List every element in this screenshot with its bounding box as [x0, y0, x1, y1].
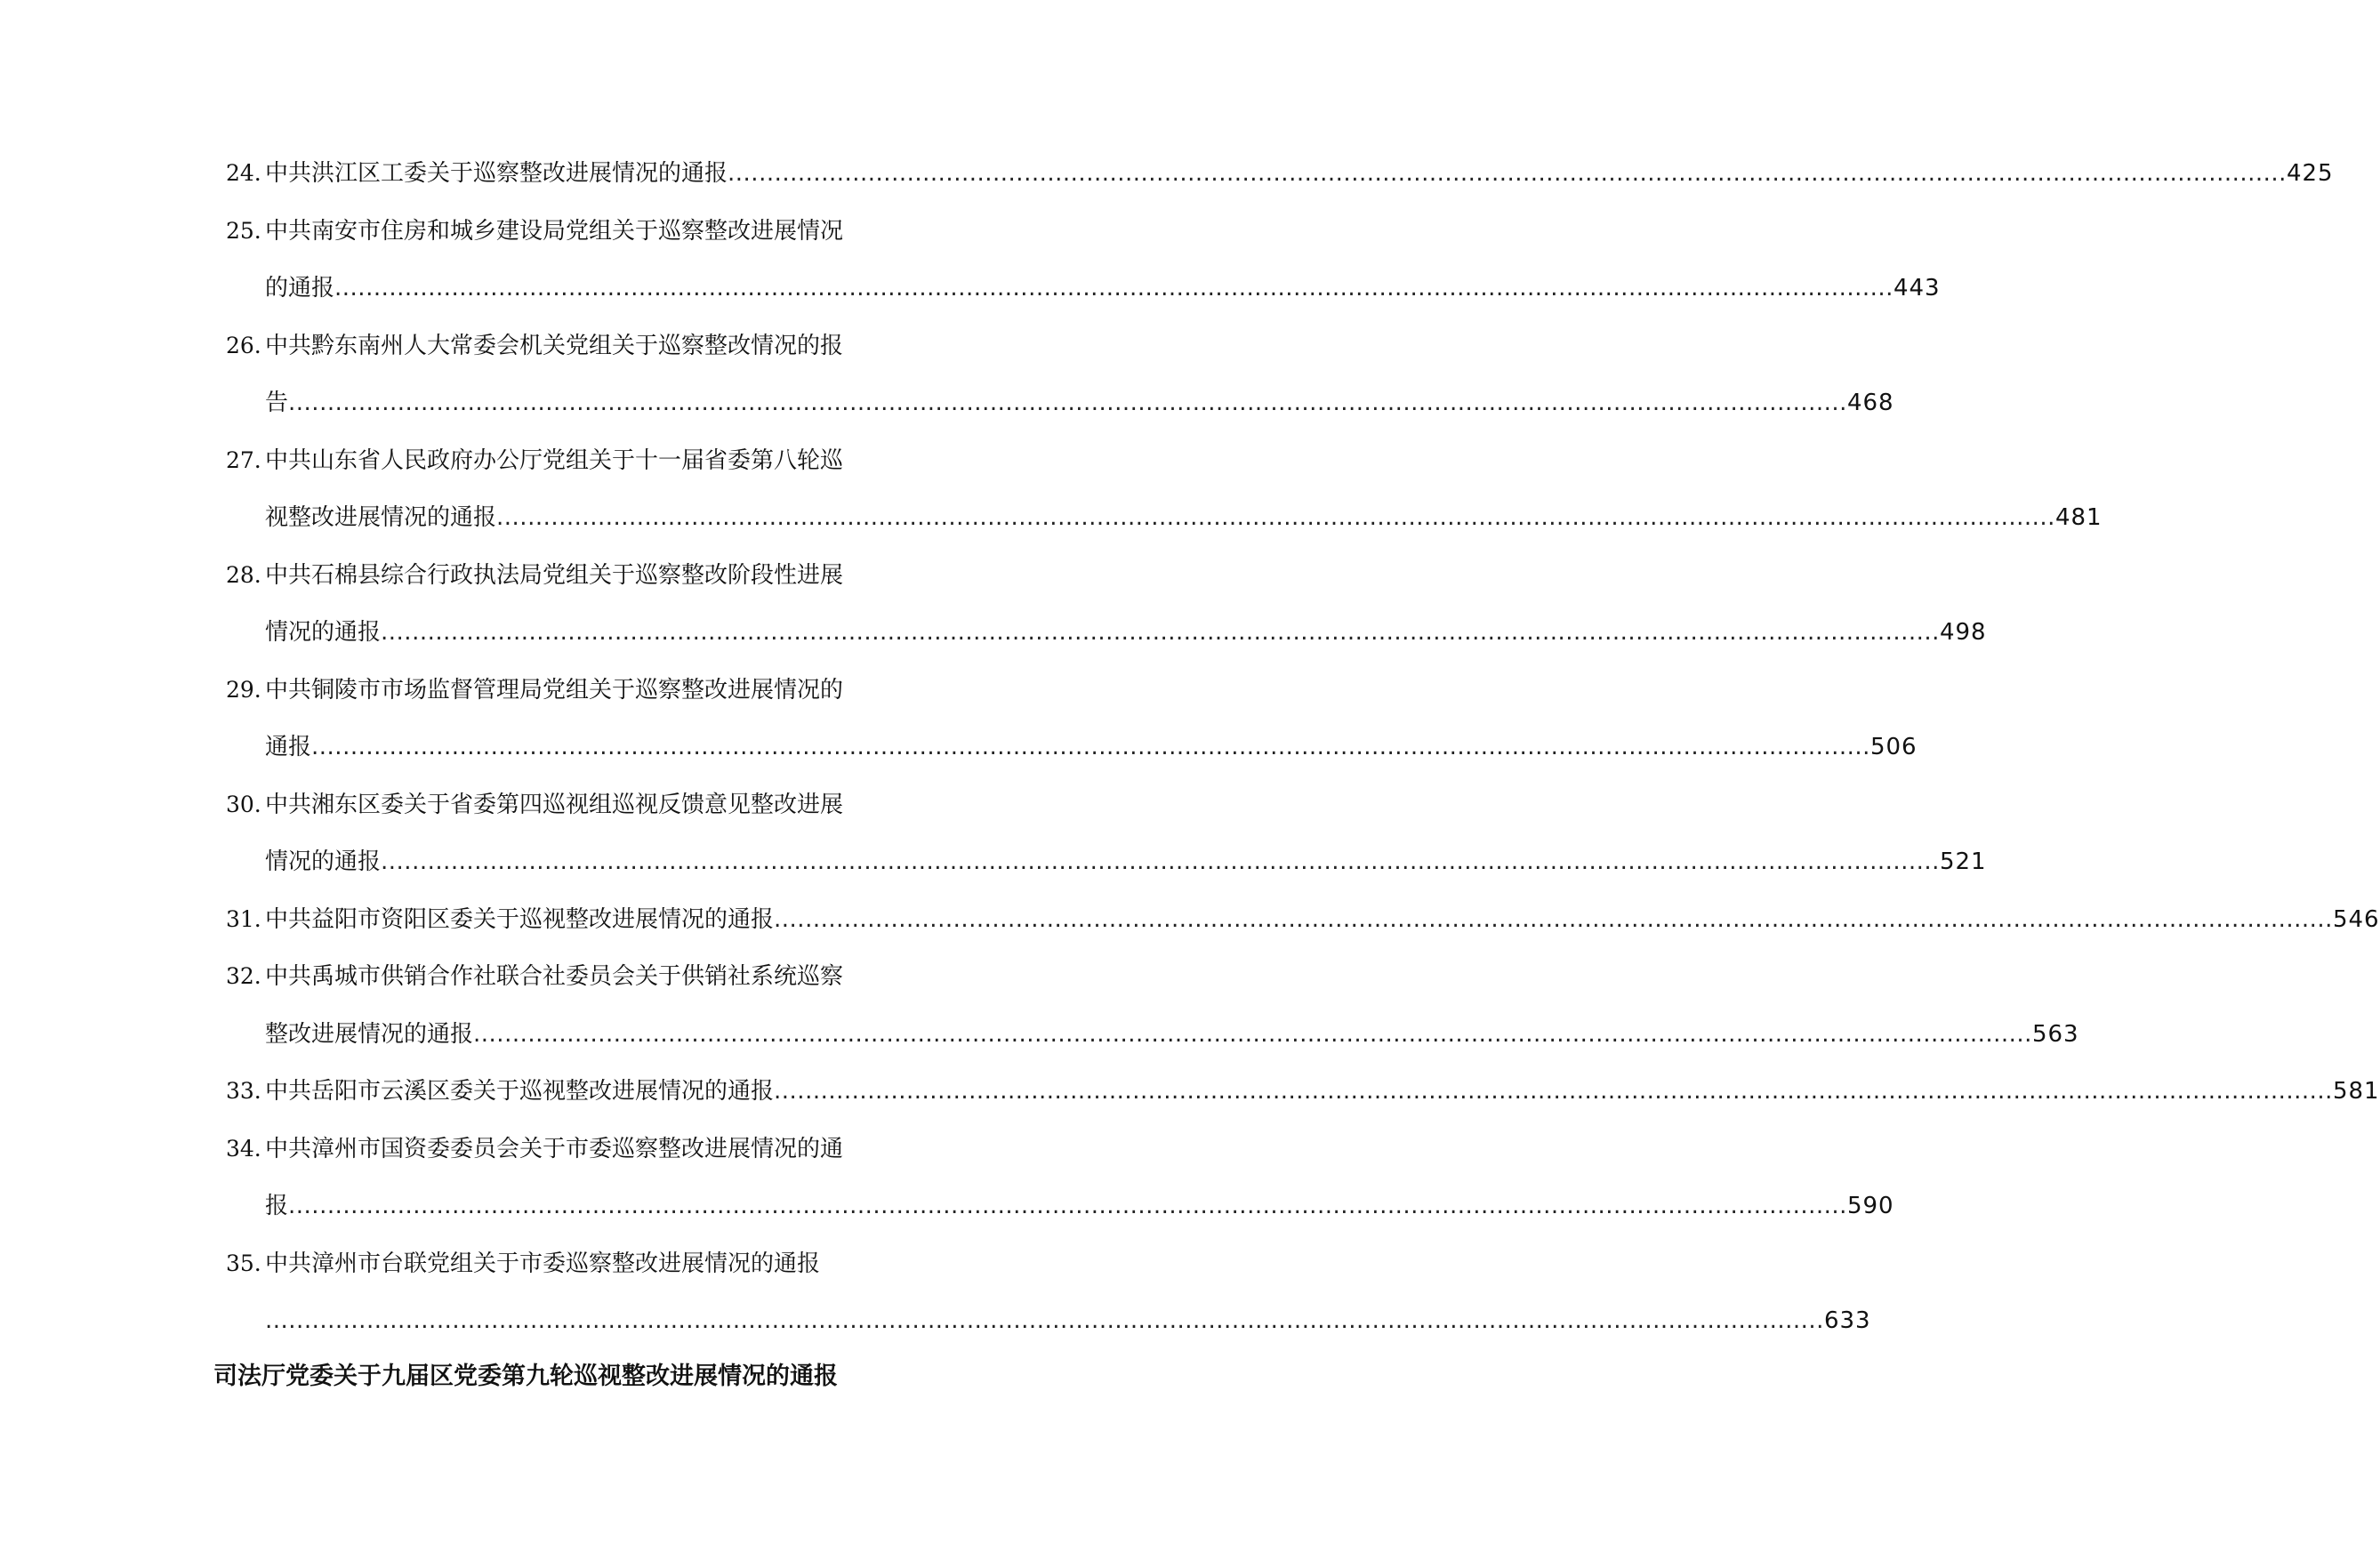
dot-leader: ........................................................................................................................................................................................................ [265, 1307, 1824, 1334]
toc-page-number: 633 [1823, 1307, 1871, 1334]
toc-page-number: 425 [2286, 160, 2334, 187]
dot-leader: ........................................................................................................................................................................................................ [334, 275, 1894, 302]
toc-page-number: 546 [2332, 905, 2380, 933]
toc-entry-title[interactable]: 中共湘东区委关于省委第四巡视组巡视反馈意见整改进展 [265, 791, 844, 818]
toc-entry-line [0, 385, 1894, 421]
toc-entry-title[interactable]: 中共漳州市台联党组关于市委巡察整改进展情况的通报 [265, 1250, 821, 1277]
toc-page-number: 506 [1869, 734, 1918, 760]
toc-page-number: 581 [2332, 1078, 2380, 1105]
toc-page-number: 498 [1939, 619, 1987, 646]
toc-entry-number: 33. [226, 1078, 261, 1104]
toc-entry-line [0, 1074, 2380, 1109]
toc-entry-title: 的通报 [265, 275, 335, 302]
toc-entry-line [0, 1017, 2079, 1052]
toc-entry-line [0, 270, 1941, 306]
dot-leader: ........................................................................................................................................................................................................ [288, 1193, 1847, 1219]
toc-entry-title: 情况的通报 [265, 619, 382, 646]
toc-page-number: 468 [1846, 390, 1894, 416]
dot-leader: ........................................................................................................................................................................................................ [311, 734, 1870, 760]
toc-entry-link[interactable] [265, 270, 1941, 306]
toc-entry-title: 情况的通报 [265, 848, 382, 875]
toc-entry-line [0, 328, 1103, 364]
toc-entry-link[interactable] [265, 902, 2380, 937]
toc-entry-line [0, 1303, 1871, 1339]
toc-entry-title: 通报 [265, 734, 312, 760]
toc-entry-line [0, 729, 1918, 765]
toc-page-number: 481 [2054, 504, 2103, 531]
toc-entry-line [0, 1131, 1103, 1167]
toc-entry-number: 29. [226, 676, 261, 703]
toc-entry-link[interactable] [265, 615, 1987, 650]
toc-entry-line [0, 615, 1987, 650]
dot-leader: ........................................................................................................................................................................................................ [288, 390, 1847, 416]
toc-entry-link[interactable] [265, 1074, 2380, 1109]
dot-leader: ........................................................................................................................................................................................................ [381, 848, 1940, 875]
toc-page-number: 590 [1846, 1193, 1894, 1219]
toc-page-number: 563 [2031, 1020, 2079, 1048]
toc-entry-title[interactable]: 中共山东省人民政府办公厅党组关于十一届省委第八轮巡 [265, 446, 844, 474]
toc-entry-line [0, 902, 2380, 937]
toc-entry-line [0, 156, 2334, 191]
toc-entry-title: 中共岳阳市云溪区委关于巡视整改进展情况的通报 [265, 1078, 775, 1105]
toc-entry-title: 视整改进展情况的通报 [265, 504, 497, 531]
toc-entry-title[interactable]: 中共黔东南州人大常委会机关党组关于巡察整改情况的报 [265, 332, 844, 359]
toc-entry-title[interactable]: 中共铜陵市市场监督管理局党组关于巡察整改进展情况的 [265, 676, 844, 704]
toc-entry-line [0, 959, 1103, 994]
dot-leader: ........................................................................................................................................................................................................ [774, 1078, 2333, 1105]
toc-entry-line [0, 213, 1103, 249]
toc-entry-title[interactable]: 中共漳州市国资委委员会关于市委巡察整改进展情况的通 [265, 1135, 844, 1162]
toc-entry-line [0, 844, 1987, 880]
toc-page-number: 443 [1893, 275, 1941, 302]
toc-entry-line [0, 1246, 1103, 1282]
dot-leader: ........................................................................................................................................................................................................ [473, 1020, 2032, 1048]
toc-entry-line [0, 672, 1103, 708]
toc-entry-title: 整改进展情况的通报 [265, 1020, 474, 1048]
toc-entry-title: 报 [265, 1193, 289, 1219]
toc-entry-link[interactable] [265, 844, 1987, 880]
dot-leader: ........................................................................................................................................................................................................ [496, 504, 2055, 531]
toc-entry-link[interactable] [265, 385, 1894, 421]
toc-entry-number: 25. [226, 217, 261, 244]
toc-entry-number: 32. [226, 963, 261, 989]
toc-entry-number: 30. [226, 791, 261, 817]
toc-entry-line [0, 1188, 1894, 1224]
toc-entry-link[interactable] [265, 729, 1918, 765]
toc-page-number: 521 [1939, 848, 1987, 875]
toc-entry-link[interactable] [265, 1303, 1871, 1339]
dot-leader: ........................................................................................................................................................................................................ [381, 619, 1940, 646]
dot-leader: ........................................................................................................................................................................................................ [774, 905, 2333, 933]
toc-entry-link[interactable] [265, 156, 2334, 191]
toc-entry-number: 34. [226, 1135, 261, 1162]
toc-entry-line [0, 500, 2103, 535]
toc-entry-link[interactable] [265, 1017, 2079, 1052]
toc-entry-number: 27. [226, 446, 261, 473]
toc-entry-title: 中共益阳市资阳区委关于巡视整改进展情况的通报 [265, 905, 775, 933]
dot-leader: ........................................................................................................................................................................................................ [728, 160, 2287, 187]
section-title: 司法厅党委关于九届区党委第九轮巡视整改进展情况的通报 [213, 1363, 838, 1390]
toc-entry-number: 26. [226, 332, 261, 358]
toc-entry-title: 告 [265, 390, 289, 416]
toc-entry-link[interactable] [265, 500, 2103, 535]
toc-entry-number: 28. [226, 561, 261, 588]
toc-entry-title[interactable]: 中共南安市住房和城乡建设局党组关于巡察整改进展情况 [265, 217, 844, 245]
toc-entry-number: 24. [226, 160, 261, 186]
toc-entry-line [0, 443, 1103, 478]
toc-entry-number: 35. [226, 1250, 261, 1276]
toc-entry-line [0, 558, 1103, 593]
toc-entry-line [0, 787, 1103, 823]
toc-entry-number: 31. [226, 905, 261, 932]
toc-entry-title[interactable]: 中共禹城市供销合作社联合社委员会关于供销社系统巡察 [265, 963, 844, 990]
toc-entry-title[interactable]: 中共石棉县综合行政执法局党组关于巡察整改阶段性进展 [265, 561, 844, 589]
toc-entry-link[interactable] [265, 1188, 1894, 1224]
toc-entry-title: 中共洪江区工委关于巡察整改进展情况的通报 [265, 160, 728, 187]
